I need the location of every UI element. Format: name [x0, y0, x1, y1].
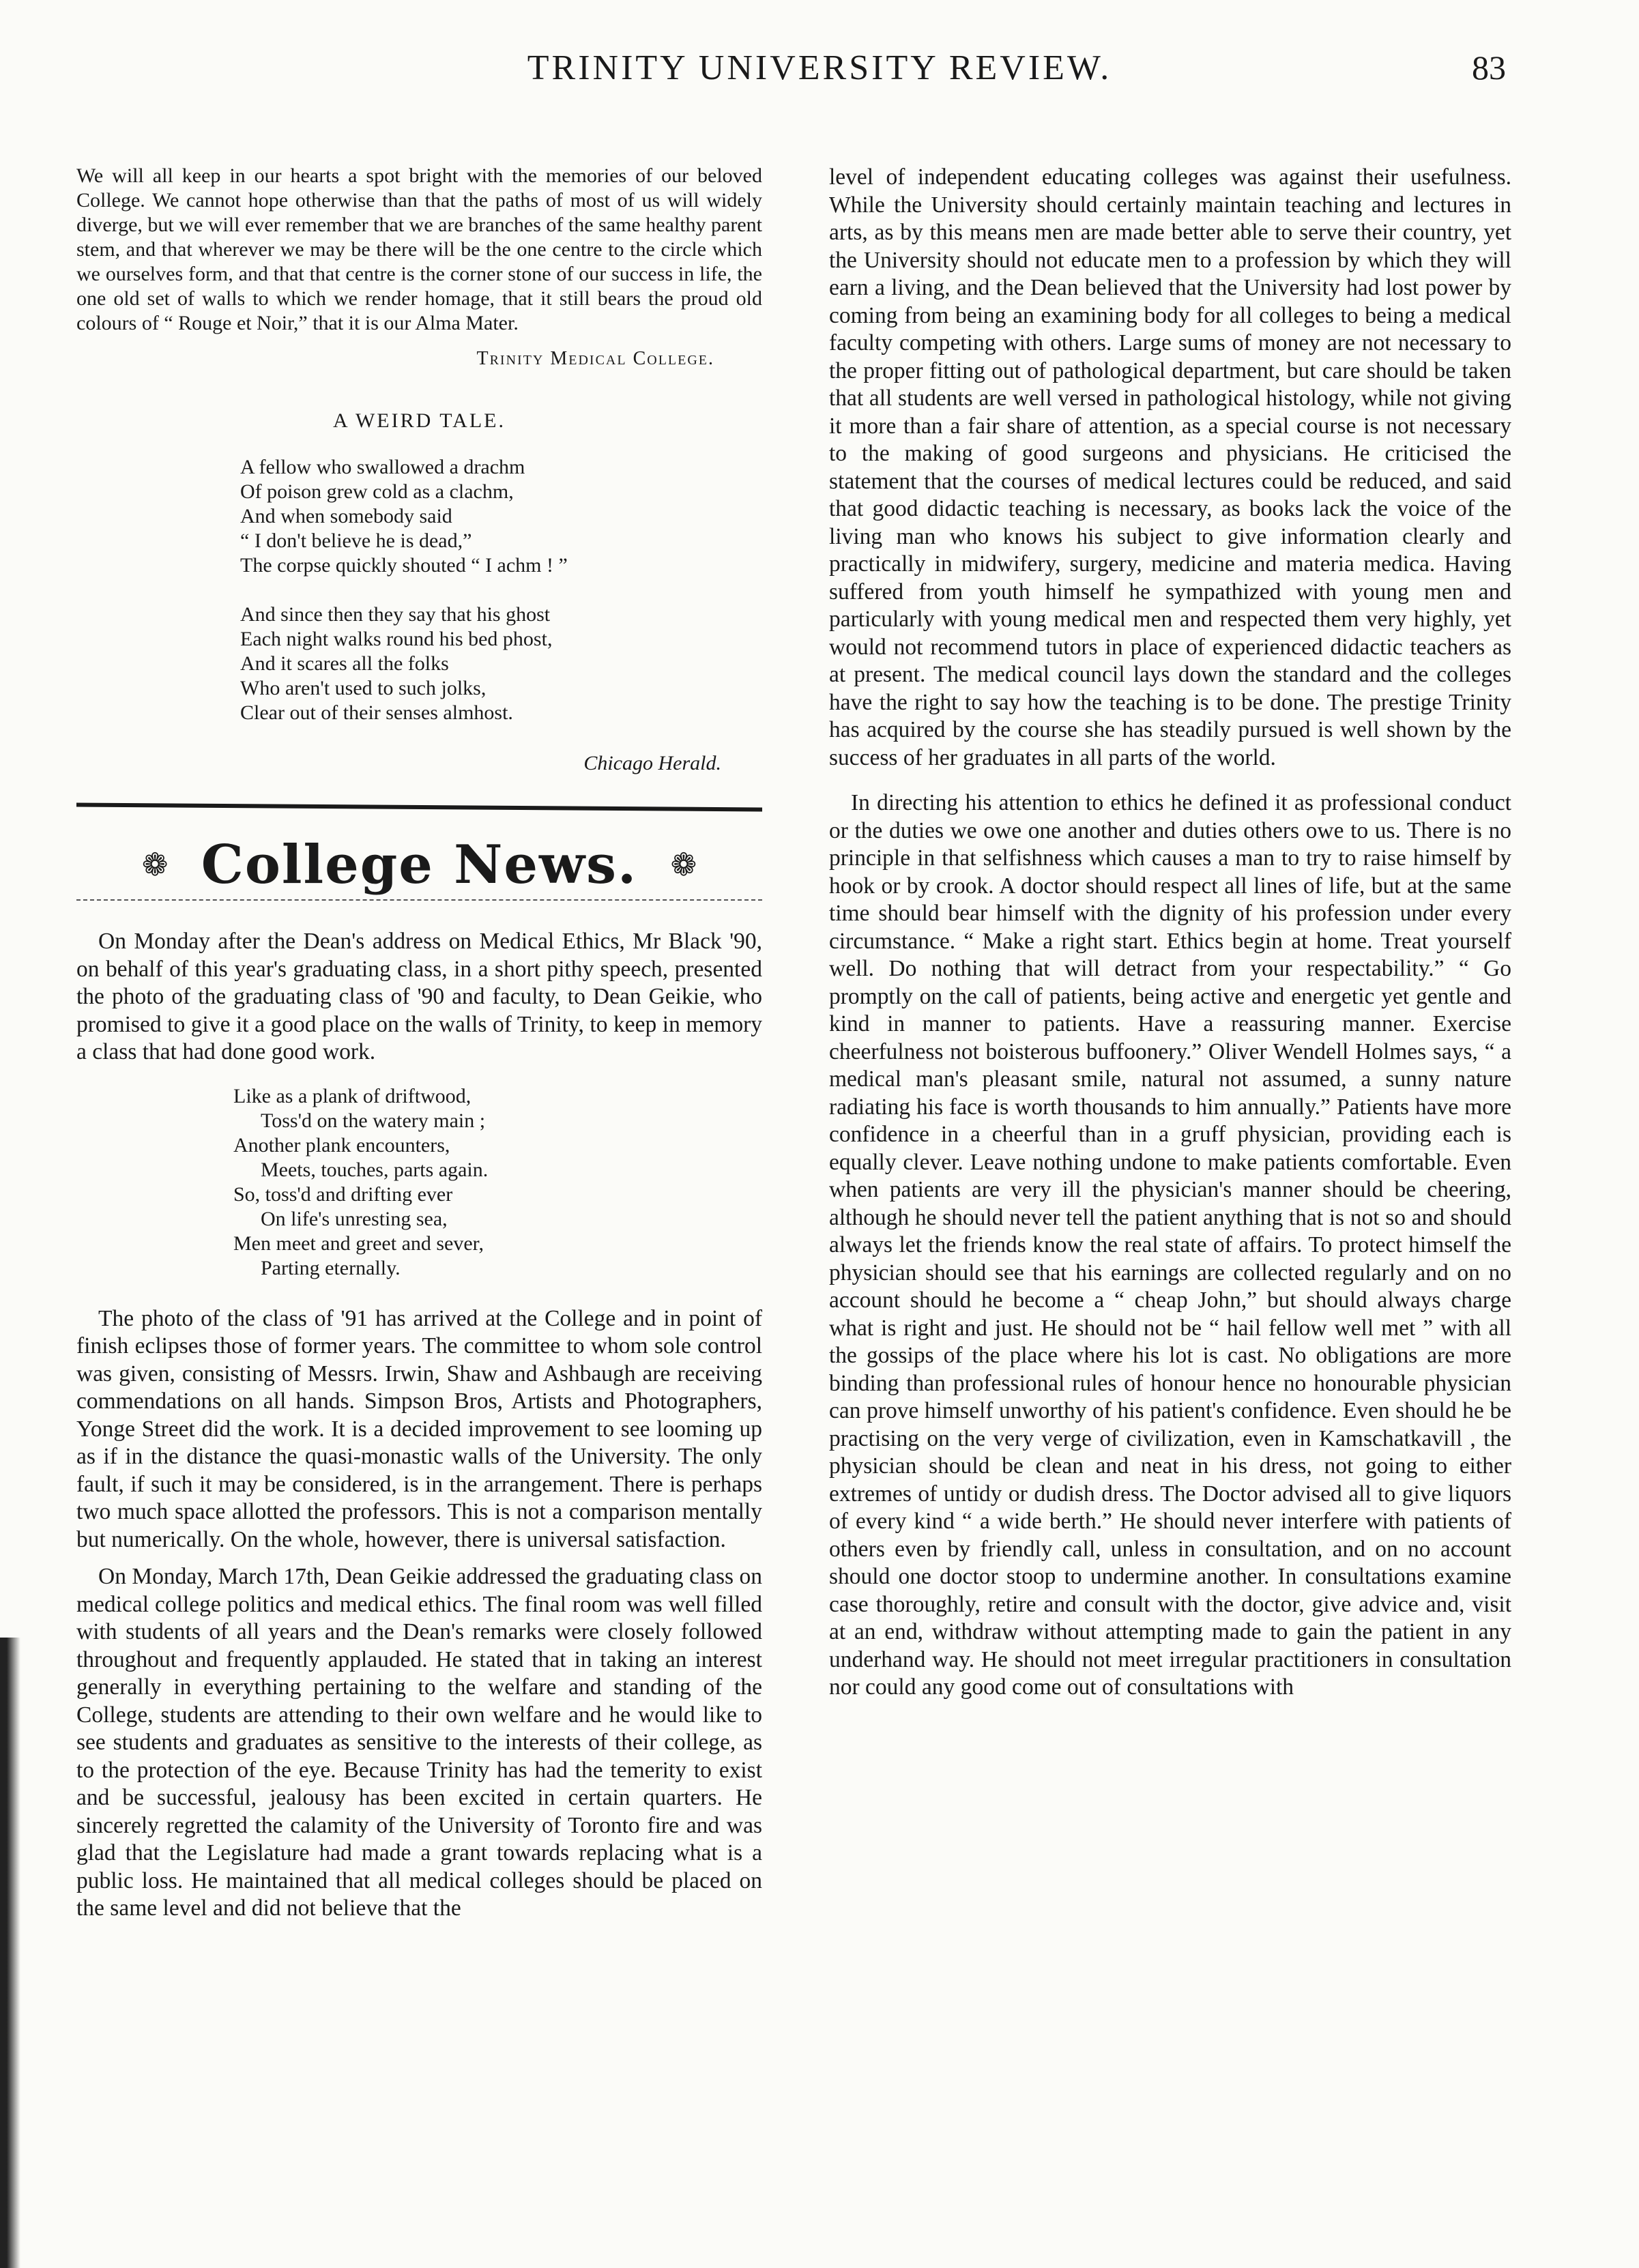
flower-ornament-icon: ❁: [141, 847, 169, 882]
poem-credit: Chicago Herald.: [583, 752, 721, 774]
news-paragraph: The photo of the class of '91 has arrived at the College and in point of finish eclipses those of former years. The committee to whom sole control was given, consisting of Messrs. Irwin, Shaw and Ashbaugh are receiving commendations on all hands. Simpson Bros, Artists and Photographers, Yonge Street did the work. It is a decided improvement to see looming up as if in the distance the quasi-monastic walls of the University. The only fault, if such it may be considered, is in the arrangement. There is perhaps two much space allotted the professors. This is not a comparison mentally but numerically. On the whole, however, there is universal satisfaction.: [76, 1305, 762, 1552]
poem-line: And it scares all the folks: [240, 652, 449, 675]
poem-line: Another plank encounters,: [233, 1133, 450, 1157]
intro-signature: Trinity Medical College.: [476, 348, 714, 369]
poem-line: On life's unresting sea,: [261, 1207, 448, 1230]
news-paragraph: level of independent educating colleges was against their usefulness. While the University should certainly maintain teaching and lectures in arts, as by this means men are made better able to serve their country, yet the University should not educate men to a profession by which they will earn a living, and the Dean believed that the University had lost power by coming from being an examining body for all colleges to being a medical faculty competing with others. Large sums of money are not necessary to the proper fitting out of pathological department, but care should be taken that all students are well versed in pathological histology, while not giving it more than a fair share of attention, as a special course is not necessary to the making of good surgeons and physicians. He criticised the statement that the courses of medical lectures could be reduced, and said that good didactic teaching is necessary, as books lack the voice of the living man who knows his subject to give information clearly and practically in midwifery, surgery, medicine and materia medica. Having suffered from youth himself he sympathized with young men and particularly with young medical men and respected them very highly, yet would not recommend tutors in place of experienced didactic teachers as at present. The medical council lays down the standard and the colleges have the right to say how the teaching is to be done. The prestige Trinity has acquired by the course she has steadily pursued is well shown by the success of her graduates in all parts of the world.: [829, 164, 1511, 770]
news-paragraph: In directing his attention to ethics he defined it as professional conduct or the duties we owe one another and duties others owe to us. There is no principle in that selfishness which causes a man to try to raise himself by hook or by crook. A doctor should respect all lines of life, but at the same time should bear himself with the dignity of his profession under every circumstance. “ Make a right start. Ethics begin at home. Treat yourself well. Do nothing that will detract from your respectability.” “ Go promptly on the call of patients, being active and energetic yet gentle and kind in manner to patients. Have a reassuring manner. Exercise cheerfulness not boisterous buffoonery.” Oliver Wendell Holmes says, “ a medical man's pleasant smile, natural not assumed, a sunny nature radiating his face is worth thousands to him annually.” Patients have more confidence in a cheerful than in a gruff physician, providing each is equally clever. Leave nothing undone to make patients comfortable. Even when patients are very ill the physician's manner should be cheering, although he should never tell the patient anything that is not so and should always let the friends know the real state of affairs. To protect himself the physician should see that his earnings are collected regularly and on no account should he become a “ cheap John,” but should always charge what is right and just. He should not be “ hail fellow well met ” with all the gossips of the place where his lot is cast. No obligations are more binding than professional rules of honour hence no honourable physician can prove himself unworthy of his patient's confidence. Even should he be practising on the very verge of civilization, even in Kamschatkavill , the physician should be clean and neat in his dress, not going to either extremes of untidy or dudish dress. The Doctor advised all to give liquors of every kind “ a wide berth.” He should never interfere with patients of others even by friendly call, unless in consultation, and on no account should one doctor stoop to undermine another. In consultations examine case thoroughly, retire and consult with the doctor, give advice and, visit at an end, withdraw without attempting made to gain the patient in any underhand way. He should not meet irregular practitioners in consultation nor could any good come out of consultations with: [829, 790, 1511, 1700]
page-number: 83: [1472, 48, 1506, 87]
left-column: [76, 164, 762, 1932]
news-paragraph: On Monday, March 17th, Dean Geikie addressed the graduating class on medical college politics and medical ethics. The final room was well filled with students of all years and the Dean's remarks were closely followed throughout and frequently applauded. He stated that in taking an interest generally in everything pertaining to the welfare and standing of the College, students are attending to their own welfare and he would like to see students and graduates as sensitive to the interests of their college, as to the protection of the eye. Because Trinity has had the temerity to exist and be successful, jealousy has been excited in certain quarters. He sincerely regretted the calamity of the University of Toronto fire and was glad that the Legislature had made a grant towards replacing what is a public loss. He maintained that all medical colleges should be placed on the same level and did not believe that the: [76, 1564, 762, 1921]
page-header: [0, 48, 1639, 109]
poem-line: Toss'd on the watery main ;: [261, 1109, 486, 1132]
poem-line: Each night walks round his bed phost,: [240, 628, 553, 650]
poem-title: A WEIRD TALE.: [333, 409, 506, 432]
poem-line: And when somebody said: [240, 505, 452, 527]
poem-stanza: [240, 455, 762, 578]
section-heading: [76, 833, 762, 896]
section-divider: [76, 802, 762, 811]
running-title: TRINITY UNIVERSITY REVIEW.: [527, 48, 1112, 87]
poem-line: Who aren't used to such jolks,: [240, 677, 487, 699]
poem-line: Clear out of their senses almhost.: [240, 701, 513, 724]
flower-ornament-icon: ❁: [670, 847, 697, 882]
section-title: College News.: [201, 833, 638, 896]
poem-stanza: [240, 602, 762, 725]
poem-line: Of poison grew cold as a clachm,: [240, 480, 514, 503]
poem-line: Parting eternally.: [261, 1256, 401, 1279]
poem-weird-tale: [240, 455, 762, 725]
poem-line: And since then they say that his ghost: [240, 603, 551, 626]
right-column: [829, 164, 1511, 1711]
poem-line: “ I don't believe he is dead,”: [240, 529, 472, 552]
poem-line: Meets, touches, parts again.: [261, 1158, 489, 1181]
poem-line: A fellow who swallowed a drachm: [240, 456, 525, 478]
scan-binding-edge: [0, 1638, 20, 2268]
intro-paragraph: We will all keep in our hearts a spot bright with the memories of our beloved College. We cannot hope otherwise than that the paths of most of us will widely diverge, but we will ever remember that we are branches of the same healthy parent stem, and that wherever we may be there will be the one centre to the circle which we ourselves form, and that that centre is the corner stone of our success in life, the one old set of walls to which we render homage, that it still bears the proud old colours of “ Rouge et Noir,” that it is our Alma Mater.: [76, 164, 762, 334]
dashed-divider: [76, 899, 762, 901]
poem-line: Men meet and greet and sever,: [233, 1232, 484, 1255]
poem-line: So, toss'd and drifting ever: [233, 1182, 453, 1206]
news-poem: [233, 1084, 762, 1281]
poem-line: The corpse quickly shouted “ I achm ! ”: [240, 554, 568, 577]
poem-line: Like as a plank of driftwood,: [233, 1084, 472, 1107]
news-paragraph: On Monday after the Dean's address on Medical Ethics, Mr Black '90, on behalf of this year's graduating class, in a short pithy speech, presented the photo of the graduating class of '90 and faculty, to Dean Geikie, who promised to give it a good place on the walls of Trinity, to keep in memory a class that had done good work.: [76, 929, 762, 1065]
